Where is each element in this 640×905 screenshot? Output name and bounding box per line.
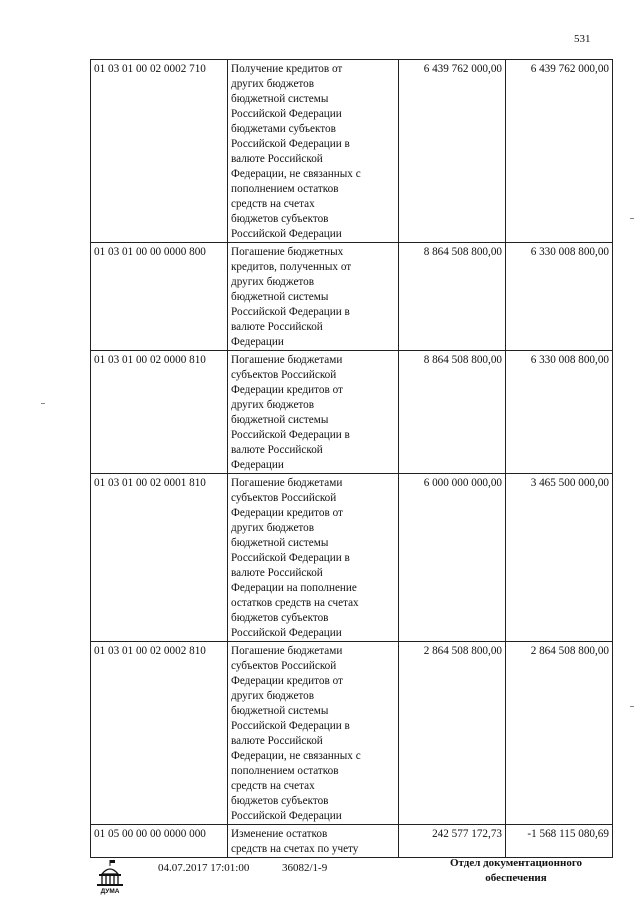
description-line: субъектов Российской	[231, 660, 337, 672]
department-line: обеспечения	[485, 872, 547, 884]
logo-text: ДУМА	[100, 888, 120, 895]
description-line: валюте Российской	[231, 321, 323, 333]
amount-year-2: 2 864 508 800,00	[506, 642, 613, 825]
description-line: Федерации кредитов от	[231, 507, 343, 519]
amount-year-1: 242 577 172,73	[399, 825, 506, 858]
amount-year-1: 8 864 508 800,00	[399, 243, 506, 351]
description-line: других бюджетов	[231, 690, 315, 702]
description-line: Федерации кредитов от	[231, 675, 343, 687]
description-line: Российской Федерации в	[231, 138, 350, 150]
budget-code: 01 03 01 00 00 0000 800	[91, 243, 228, 351]
description-line: бюджетной системы	[231, 93, 329, 105]
amount-year-1: 2 864 508 800,00	[399, 642, 506, 825]
description-line: бюджетной системы	[231, 291, 329, 303]
budget-code: 01 03 01 00 02 0002 810	[91, 642, 228, 825]
description-line: Получение кредитов от	[231, 63, 343, 75]
table-row	[91, 474, 613, 642]
budget-sources-table	[90, 59, 613, 858]
description-line: Российской Федерации	[231, 627, 342, 639]
table-row	[91, 60, 613, 243]
description-line: Российской Федерации	[231, 810, 342, 822]
amount-year-2: 6 439 762 000,00	[506, 60, 613, 243]
description-line: кредитов, полученных от	[231, 261, 352, 273]
description-line: бюджетов субъектов	[231, 795, 329, 807]
description-line: других бюджетов	[231, 78, 315, 90]
description-line: средств на счетах по учету	[231, 843, 359, 855]
scan-speck	[41, 403, 45, 404]
description-line: средств на счетах	[231, 780, 315, 792]
description-line: валюте Российской	[231, 153, 323, 165]
description-line: субъектов Российской	[231, 492, 337, 504]
description-line: Федерации кредитов от	[231, 384, 343, 396]
description-line: других бюджетов	[231, 399, 315, 411]
row-description	[228, 60, 399, 243]
amount-year-2: 6 330 008 800,00	[506, 351, 613, 474]
description-line: бюджетами субъектов	[231, 123, 336, 135]
description-line: Погашение бюджетами	[231, 354, 343, 366]
description-line: бюджетов субъектов	[231, 612, 329, 624]
description-line: валюте Российской	[231, 567, 323, 579]
description-line: бюджетной системы	[231, 414, 329, 426]
description-line: Федерации, не связанных с	[231, 168, 361, 180]
description-line: валюте Российской	[231, 444, 323, 456]
description-line: Российской Федерации	[231, 108, 342, 120]
scan-speck	[630, 706, 634, 707]
description-line: Федерации	[231, 459, 284, 471]
description-line: Федерации, не связанных с	[231, 750, 361, 762]
department-line: Отдел документационного	[449, 857, 583, 869]
description-line: Российской Федерации в	[231, 552, 350, 564]
description-line: Российской Федерации в	[231, 306, 350, 318]
description-line: валюте Российской	[231, 735, 323, 747]
description-line: других бюджетов	[231, 522, 315, 534]
description-line: Федерации на пополнение	[231, 582, 357, 594]
description-line: средств на счетах	[231, 198, 315, 210]
amount-year-1: 8 864 508 800,00	[399, 351, 506, 474]
row-description	[228, 351, 399, 474]
budget-code: 01 05 00 00 00 0000 000	[91, 825, 228, 858]
description-line: бюджетов субъектов	[231, 213, 329, 225]
footer-department	[436, 856, 596, 886]
row-description	[228, 642, 399, 825]
row-description	[228, 474, 399, 642]
page-number: 531	[574, 33, 591, 45]
description-line: Изменение остатков	[231, 828, 328, 840]
description-line: пополнением остатков	[231, 183, 339, 195]
description-line: пополнением остатков	[231, 765, 339, 777]
budget-code: 01 03 01 00 02 0000 810	[91, 351, 228, 474]
description-line: Погашение бюджетами	[231, 645, 343, 657]
duma-building-icon	[95, 859, 125, 895]
table-row	[91, 351, 613, 474]
description-line: Федерации	[231, 336, 284, 348]
description-line: бюджетной системы	[231, 705, 329, 717]
table-row	[91, 642, 613, 825]
table-row	[91, 243, 613, 351]
description-line: Российской Федерации в	[231, 429, 350, 441]
description-line: других бюджетов	[231, 276, 315, 288]
page-footer	[0, 845, 640, 905]
scan-speck	[630, 218, 634, 219]
budget-code: 01 03 01 00 02 0002 710	[91, 60, 228, 243]
amount-year-2: -1 568 115 080,69	[506, 825, 613, 858]
budget-code: 01 03 01 00 02 0001 810	[91, 474, 228, 642]
amount-year-2: 6 330 008 800,00	[506, 243, 613, 351]
row-description	[228, 243, 399, 351]
description-line: субъектов Российской	[231, 369, 337, 381]
description-line: Погашение бюджетами	[231, 477, 343, 489]
description-line: Российской Федерации в	[231, 720, 350, 732]
amount-year-2: 3 465 500 000,00	[506, 474, 613, 642]
footer-doc-number: 36082/1-9	[282, 862, 328, 874]
footer-timestamp: 04.07.2017 17:01:00	[158, 862, 250, 874]
amount-year-1: 6 439 762 000,00	[399, 60, 506, 243]
description-line: Российской Федерации	[231, 228, 342, 240]
amount-year-1: 6 000 000 000,00	[399, 474, 506, 642]
description-line: остатков средств на счетах	[231, 597, 359, 609]
description-line: бюджетной системы	[231, 537, 329, 549]
description-line: Погашение бюджетных	[231, 246, 344, 258]
